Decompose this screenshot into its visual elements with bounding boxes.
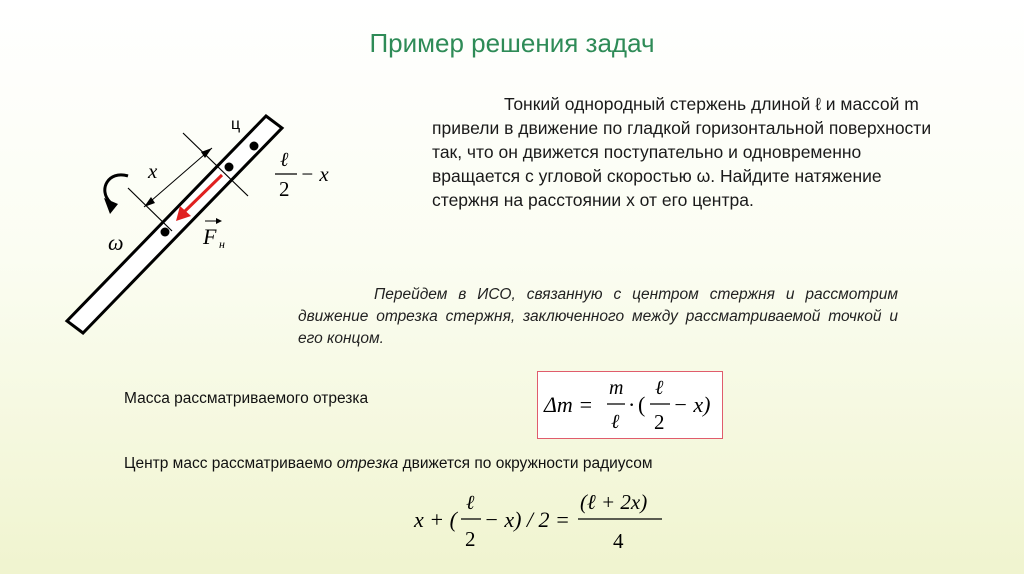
mass-lhs: Δm = — [544, 392, 594, 417]
force-label: F — [203, 224, 217, 249]
mass-tail: − x) — [673, 392, 711, 417]
mass-frac1-den: ℓ — [611, 411, 620, 433]
mass-open: ( — [638, 392, 646, 417]
length-minus: − x — [300, 162, 329, 186]
radius-frac-den: 2 — [465, 527, 476, 551]
problem-text: Тонкий однородный стержень длиной ℓ и массой m привели в движение по гладкой горизонтальной поверхности так, что он движется поступательно и одновременно вращается с угловой скоростью ω. Найдите натяжение стержня на расстоянии x от его центра. — [432, 94, 932, 210]
center-label-before: Центр масс рассматриваемо — [124, 455, 333, 472]
length-denominator: 2 — [279, 177, 290, 201]
mass-dot: · — [628, 392, 636, 417]
slide-title: Пример решения задач — [369, 28, 655, 58]
mass-frac1-num: m — [609, 377, 624, 399]
force-subscript: н — [219, 237, 225, 251]
mass-frac2-num: ℓ — [655, 377, 664, 399]
center-mark: ц — [231, 116, 241, 133]
approach-text: Перейдем в ИСО, связанную с центром стержня и рассмотрим движение отрезка стержня, заключенного между рассматриваемой точкой и его концом. — [298, 286, 898, 347]
length-numerator: ℓ — [280, 149, 289, 171]
radius-lhs-b: − x) / 2 = — [484, 507, 570, 532]
center-label-after: движется по окружности радиусом — [398, 455, 653, 472]
mass-label: Масса рассматриваемого отрезка — [124, 390, 369, 407]
radius-rhs-num: (ℓ + 2x) — [580, 490, 648, 514]
radius-frac-num: ℓ — [466, 492, 475, 514]
center-label-emphasis: отрезка — [336, 455, 399, 472]
radius-rhs-den: 4 — [613, 529, 624, 553]
radius-lhs-a: x + ( — [414, 507, 457, 532]
x-label: x — [148, 159, 158, 183]
mass-frac2-den: 2 — [654, 410, 665, 434]
omega-label: ω — [108, 230, 124, 255]
